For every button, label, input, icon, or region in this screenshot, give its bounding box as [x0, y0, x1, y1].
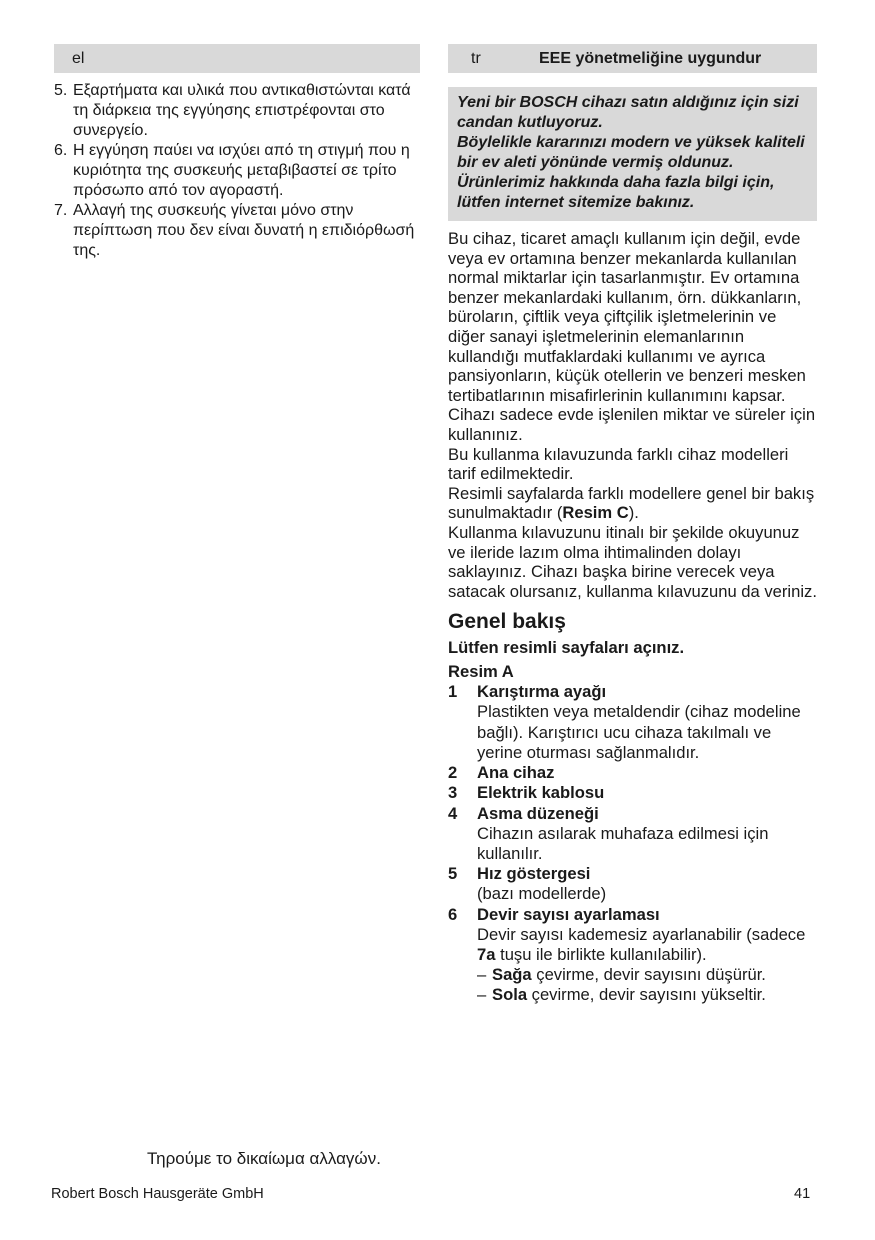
models-paragraph: Bu kullanma kılavuzunda farklı cihaz modelleri tarif edilmektedir.: [448, 444, 789, 484]
left-column: [54, 44, 420, 261]
section-title: Genel bakış: [448, 610, 566, 634]
right-column: [448, 44, 817, 1006]
legend-description: Plastikten veya metaldendir (cihaz modeline bağlı). Karıştırıcı ucu cihaza takılmalı ve yerine oturması sağlanmalıdır.: [477, 702, 801, 762]
welcome-box: [448, 87, 817, 221]
overview-paragraph: [448, 484, 817, 523]
keep-manual-paragraph: Kullanma kılavuzunu itinalı bir şekilde okuyunuz ve ileride lazım olma ihtimalinden dolayı saklayınız. Cihazı başka birine verecek veya satacak olursanız, kullanma kılavuzunu da veriniz.: [448, 522, 817, 601]
overview-text-pre: Resimli sayfalarda farklı modellere genel bir bakış sunulmaktadır (: [448, 483, 815, 523]
left-language-code: el: [72, 49, 85, 67]
list-item-number: 7.: [54, 202, 68, 219]
dash-item: [477, 965, 817, 985]
page-number: 41: [794, 1186, 811, 1202]
list-item: [54, 201, 420, 261]
legend-label: Elektrik kablosu: [477, 783, 605, 803]
legend-number: 5: [448, 864, 458, 884]
warranty-list: [54, 81, 420, 261]
legend-item: [448, 864, 817, 904]
legend-number: 3: [448, 783, 458, 803]
direction-text: çevirme, devir sayısını yükseltir.: [527, 985, 766, 1005]
direction-text: çevirme, devir sayısını düşürür.: [531, 965, 766, 985]
usage-paragraph: Bu cihaz, ticaret amaçlı kullanım için değil, evde veya ev ortamına benzer mekanlarda kullanılan normal miktarlar için tasarlanmıştır. Ev ortamına benzer mekanlardaki kullanım, örn. dükkanların, büroların, çiftlik veya çiftçilik işletmelerinin ve diğer sanayi işletmelerinin elemanlarının kullandığı mutfaklardaki kullanımı ve ayrıca pansiyonların, küçük otellerin ve benzeri mesken tertibatlarının misafirlerinin kullanımını kapsar.: [448, 229, 806, 405]
legend-description: Cihazın asılarak muhafaza edilmesi için kullanılır.: [477, 823, 769, 863]
legend-description: (bazı modellerde): [477, 884, 607, 904]
compliance-title: EEE yönetmeliğine uygundur: [539, 49, 762, 67]
home-use-paragraph: Cihazı sadece evde işlenilen miktar ve süreler için kullanınız.: [448, 405, 816, 444]
right-language-code: tr: [471, 49, 481, 67]
list-item-number: 5.: [54, 82, 68, 99]
dash-item: [477, 985, 817, 1005]
legend-label: Hız göstergesi: [477, 864, 591, 884]
figure-label: Resim A: [448, 662, 514, 682]
open-pages-instruction: Lütfen resimli sayfaları açınız.: [448, 638, 685, 658]
dash-marker: –: [477, 985, 487, 1005]
legend-label: Devir sayısı ayarlaması: [477, 904, 660, 924]
legend-item: [448, 682, 817, 763]
legend-number: 1: [448, 682, 458, 702]
legend-number: 6: [448, 904, 458, 924]
footer-company: Robert Bosch Hausgeräte GmbH: [51, 1186, 264, 1202]
dash-marker: –: [477, 965, 487, 985]
button-reference: 7a: [477, 944, 496, 964]
list-item-text: Αλλαγή της συσκευής γίνεται μόνο στην περίπτωση που δεν είναι δυνατή η επιδιόρθωσή της.: [73, 202, 415, 259]
legend-number: 4: [448, 803, 458, 823]
legend-item: [448, 763, 817, 783]
legend-label: Asma düzeneği: [477, 803, 599, 823]
welcome-info: Böylelikle kararınızı modern ve yüksek kaliteli bir ev aleti yönünde vermiş oldunuz. Ürünlerimiz hakkında daha fazla bilgi için, lütfen internet sitemize bakınız.: [457, 134, 805, 211]
legend-item: [448, 804, 817, 865]
legend-label: Ana cihaz: [477, 763, 555, 783]
legend-description-pre: Devir sayısı kademesiz ayarlanabilir (sadece: [477, 924, 806, 944]
rights-reserved-note: Τηρούμε το δικαίωμα αλλαγών.: [147, 1149, 381, 1168]
legend-description: [477, 925, 817, 965]
figure-reference: Resim C: [562, 503, 629, 523]
list-item-number: 6.: [54, 142, 68, 159]
legend-label: Karıştırma ayağı: [477, 682, 607, 702]
direction-label: Sağa: [492, 965, 532, 985]
welcome-congrats: Yeni bir BOSCH cihazı satın aldığınız için sizi candan kutluyoruz.: [457, 94, 799, 131]
legend-item: [448, 905, 817, 1006]
list-item-text: Εξαρτήματα και υλικά που αντικαθιστώνται κατά τη διάρκεια της εγγύησης επιστρέφονται στο συνεργείο.: [73, 82, 411, 139]
list-item-text: Η εγγύηση παύει να ισχύει από τη στιγμή που η κυριότητα της συσκευής μεταβιβαστεί σε τρίτο πρόσωπο από τον αγοραστή.: [73, 142, 410, 199]
list-item: [54, 81, 420, 141]
right-language-header: [448, 44, 817, 73]
left-language-header: [54, 44, 420, 73]
list-item: [54, 141, 420, 201]
legend-item: [448, 783, 817, 803]
legend-number: 2: [448, 763, 458, 783]
direction-label: Sola: [492, 985, 528, 1005]
overview-text-post: ).: [628, 503, 639, 523]
legend-description-post: tuşu ile birlikte kullanılabilir).: [495, 944, 707, 964]
legend-list: [448, 682, 817, 1005]
